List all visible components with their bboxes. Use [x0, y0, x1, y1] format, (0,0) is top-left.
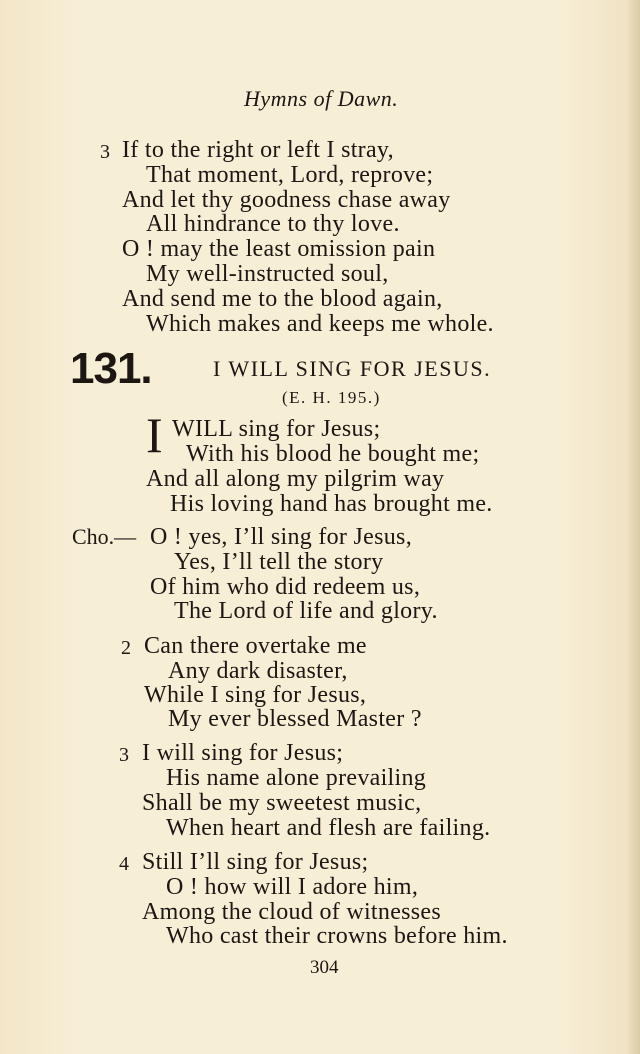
verse-line: Among the cloud of witnesses	[142, 899, 442, 925]
verse-line: When heart and flesh are failing.	[166, 815, 491, 841]
verse-line: Can there overtake me	[144, 633, 367, 659]
verse-line: If to the right or left I stray,	[122, 137, 394, 163]
hymn-title: I WILL SING FOR JESUS.	[213, 356, 492, 381]
stanza-number: 3	[119, 744, 129, 766]
verse-line: With his blood he bought me;	[186, 441, 480, 467]
verse-line: Any dark disaster,	[168, 658, 348, 684]
verse-line: All hindrance to thy love.	[146, 211, 400, 237]
running-head: Hymns of Dawn.	[244, 86, 399, 111]
verse-line: And let thy goodness chase away	[122, 187, 451, 213]
verse-line: O ! may the least omission pain	[122, 236, 436, 262]
page-edge-shadow	[626, 0, 640, 1054]
verse-line: O ! yes, I’ll sing for Jesus,	[150, 524, 413, 550]
verse-line: O ! how will I adore him,	[166, 874, 419, 900]
stanza-number: 3	[100, 141, 110, 163]
hymn-number: 131.	[70, 344, 152, 393]
page-number: 304	[310, 957, 339, 978]
verse-line: His loving hand has brought me.	[170, 491, 493, 517]
stanza-number: 4	[119, 853, 129, 875]
verse-line: Yes, I’ll tell the story	[174, 549, 384, 575]
verse-line: Still I’ll sing for Jesus;	[142, 849, 369, 875]
verse-line: WILL sing for Jesus;	[172, 416, 381, 442]
verse-line: Shall be my sweetest music,	[142, 790, 422, 816]
verse-line: The Lord of life and glory.	[174, 598, 438, 624]
verse-line: My ever blessed Master ?	[168, 706, 422, 732]
verse-line: Who cast their crowns before him.	[166, 923, 508, 949]
verse-line: I will sing for Jesus;	[142, 740, 344, 766]
drop-cap: I	[146, 407, 163, 463]
verse-line: That moment, Lord, reprove;	[146, 162, 434, 188]
verse-line: While I sing for Jesus,	[144, 682, 367, 708]
verse-line: And all along my pilgrim way	[146, 466, 445, 492]
tune-reference: (E. H. 195.)	[282, 388, 381, 407]
verse-line: His name alone prevailing	[166, 765, 427, 791]
verse-line: And send me to the blood again,	[122, 286, 443, 312]
chorus-label: Cho.—	[72, 524, 137, 549]
stanza-number: 2	[121, 637, 131, 659]
verse-line: Of him who did redeem us,	[150, 574, 421, 600]
verse-line: Which makes and keeps me whole.	[146, 311, 494, 337]
verse-line: My well-instructed soul,	[146, 261, 389, 287]
